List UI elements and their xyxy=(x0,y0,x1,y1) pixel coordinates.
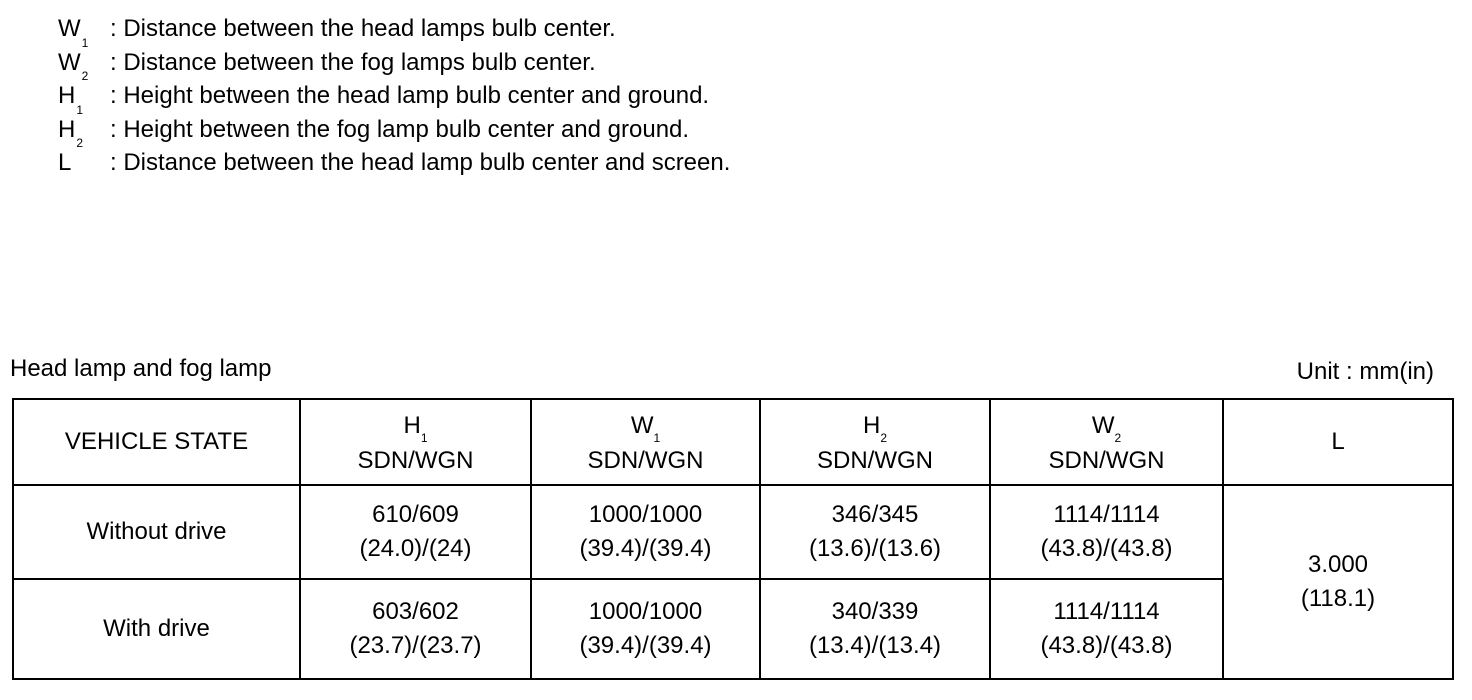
header-h2 xyxy=(760,399,990,485)
inch-value: (39.4)/(39.4) xyxy=(579,632,712,659)
header-sublabel: SDN/WGN xyxy=(1048,447,1165,475)
unit-label: Unit : mm(in) xyxy=(1296,358,1434,385)
mm-value: 1000/1000 xyxy=(588,598,703,625)
definition-symbol: $W_1$ xyxy=(58,15,89,50)
header-symbol: $W_2$ xyxy=(1091,411,1122,446)
inch-value: (13.6)/(13.6) xyxy=(808,535,942,562)
mm-value: 610/609 xyxy=(372,501,459,528)
inch-value: (39.4)/(39.4) xyxy=(579,535,712,562)
l-cell xyxy=(1223,485,1453,679)
definition-h2 xyxy=(58,115,730,149)
header-l: L xyxy=(1223,399,1453,485)
vehicle-state-cell: With drive xyxy=(13,579,300,679)
h1-cell xyxy=(300,485,531,579)
inch-value: (43.8)/(43.8) xyxy=(1040,535,1173,562)
header-symbol: $H_1$ xyxy=(403,411,428,446)
definition-w1 xyxy=(58,14,730,48)
table-header-row xyxy=(13,399,1453,485)
header-symbol: $H_2$ xyxy=(862,411,888,446)
header-w1 xyxy=(531,399,760,485)
header-vehicle-state: VEHICLE STATE xyxy=(13,399,300,485)
definition-symbol: $H_1$ xyxy=(58,82,84,117)
header-w2 xyxy=(990,399,1223,485)
mm-value: 1114/1114 xyxy=(1053,501,1160,528)
header-sublabel: SDN/WGN xyxy=(587,447,704,475)
definition-text: : Height between the head lamp bulb center and ground. xyxy=(110,82,710,109)
inch-value: (24.0)/(24) xyxy=(359,535,472,562)
header-symbol: $W_1$ xyxy=(630,411,661,446)
h2-cell xyxy=(760,485,990,579)
w1-cell xyxy=(531,485,760,579)
definition-text: : Height between the fog lamp bulb center and ground. xyxy=(110,115,690,143)
h2-cell xyxy=(760,579,990,679)
mm-value: 1000/1000 xyxy=(588,501,703,528)
mm-value: 1114/1114 xyxy=(1053,598,1160,625)
header-sublabel: SDN/WGN xyxy=(357,447,474,475)
table-row xyxy=(13,485,1453,579)
h1-cell xyxy=(300,579,531,679)
definition-l xyxy=(58,148,730,182)
definition-text: : Distance between the head lamp bulb center and screen. xyxy=(110,149,731,176)
mm-value: 603/602 xyxy=(372,598,459,625)
mm-value: 346/345 xyxy=(831,501,919,528)
w1-cell xyxy=(531,579,760,679)
definition-h1 xyxy=(58,81,730,115)
table-title: Head lamp and fog lamp xyxy=(10,355,272,382)
header-h1 xyxy=(300,399,531,485)
definition-text: : Distance between the fog lamps bulb center. xyxy=(110,48,596,76)
mm-value: 340/339 xyxy=(831,598,919,625)
header-sublabel: SDN/WGN xyxy=(817,447,933,475)
w2-cell xyxy=(990,579,1223,679)
inch-value: (118.1) xyxy=(1300,585,1376,612)
definition-w2 xyxy=(58,48,730,82)
inch-value: (43.8)/(43.8) xyxy=(1040,632,1173,659)
inch-value: (13.4)/(13.4) xyxy=(808,632,942,659)
definition-text: : Distance between the head lamps bulb center. xyxy=(110,15,616,42)
definitions-list xyxy=(58,14,730,182)
definition-symbol: L xyxy=(58,149,72,176)
w2-cell xyxy=(990,485,1223,579)
definition-symbol: $H_2$ xyxy=(58,115,84,151)
mm-value: 3.000 xyxy=(1307,551,1369,578)
definition-symbol: $W_2$ xyxy=(58,48,89,84)
inch-value: (23.7)/(23.7) xyxy=(349,632,482,659)
vehicle-state-cell: Without drive xyxy=(13,485,300,579)
lamp-spec-table xyxy=(12,398,1454,680)
